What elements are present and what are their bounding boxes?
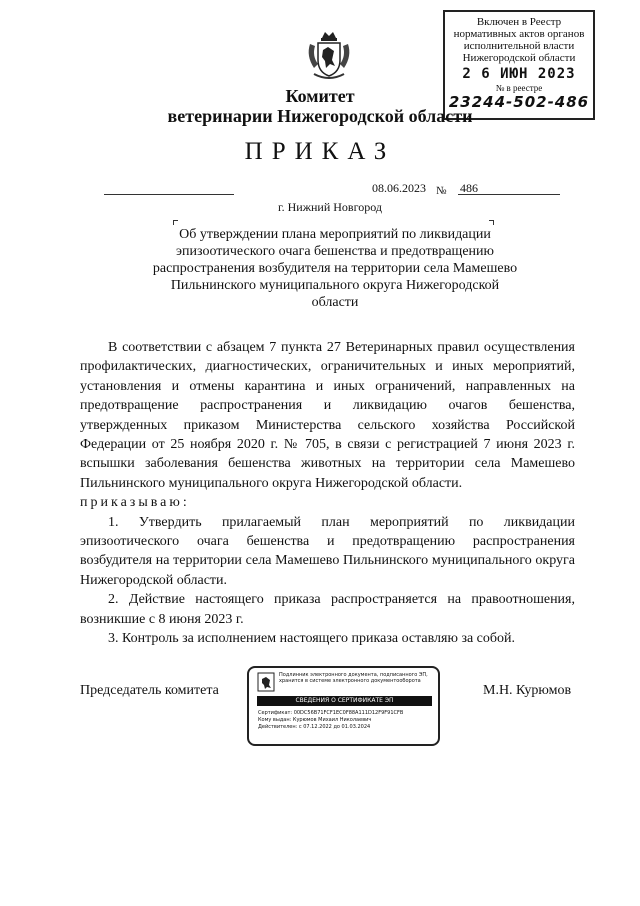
- signatory-name: М.Н. Курюмов: [483, 683, 572, 698]
- city-line: г. Нижний Новгород: [278, 200, 382, 214]
- order-item-3: 3. Контроль за исполнением настоящего приказа оставляю за собой.: [108, 631, 516, 647]
- stamp-line-1: Включен в Реестр: [476, 16, 562, 28]
- order-word: приказываю:: [80, 495, 190, 511]
- order-number: 486: [460, 181, 478, 195]
- date-underline-left: [104, 194, 234, 195]
- subject-corner-right: [489, 220, 494, 225]
- preamble-paragraph: В соответствии с абзацем 7 пункта 27 Ветеринарных правил осуществления профилактических, диагностических, ограничительных и иных мероприятий, установления и отмены карантина и иных ограничений, направленных на предотвращение распространения и ликвидацию очагов бешенства, утвержденных приказом Министерства сельского хозяйства Российской Федерации от 25 ноября 2020 г. № 705, в связи с регистрацией 7 июня 2023 г. вспышки заболевания бешенства животных на территории села Мамешево Пильнинского муниципального округа Нижегородской области.: [80, 340, 575, 491]
- order-body: [80, 338, 575, 649]
- number-underline: [458, 194, 560, 195]
- esign-certificate: Сертификат: 00DC56B71FCF1EC0F88A111D12F9F91CFB: [258, 710, 404, 716]
- stamp-line-2: нормативных актов органов: [453, 28, 585, 40]
- stamp-line-3: исполнительной власти: [463, 40, 575, 52]
- esign-issued-to: Кому выдан: Курюмов Михаил Николаевич: [258, 717, 372, 723]
- document-title: ПРИКАЗ: [244, 138, 396, 165]
- esign-caption: Подлинник электронного документа, подписанного ЭП, хранится в системе электронного документооборота: [279, 672, 428, 684]
- order-subject: Об утверждении плана мероприятий по ликвидации эпизоотического очага бешенства и предотвращению распространения возбудителя на территории села Мамешево Пильнинского муниципального округа Нижегородской области: [152, 227, 518, 310]
- organization-line-2: ветеринарии Нижегородской области: [167, 106, 473, 126]
- stamp-date: 2 6 ИЮН 2023: [462, 66, 576, 82]
- number-sign: №: [436, 185, 447, 197]
- electronic-signature-block: [247, 666, 440, 746]
- signatory-position: Председатель комитета: [80, 683, 219, 698]
- organization-line-1: Комитет: [285, 86, 355, 106]
- stamp-registry-label: № в реестре: [495, 83, 543, 93]
- esign-header: СВЕДЕНИЯ О СЕРТИФИКАТЕ ЭП: [257, 696, 432, 706]
- esign-emblem-icon: [257, 672, 275, 692]
- stamp-registry-number: 23244-502-486: [448, 93, 590, 111]
- order-item-1: 1. Утвердить прилагаемый план мероприятий по ликвидации эпизоотического очага бешенства и предотвращению распространения возбудителя на территории села Мамешево Пильнинского муниципального округа Нижегородской области.: [80, 514, 575, 588]
- coat-of-arms-emblem: [304, 30, 354, 84]
- order-item-2: 2. Действие настоящего приказа распространяется на правоотношения, возникшие с 8 июня 2023 г.: [80, 592, 575, 627]
- esign-validity: Действителен: с 07.12.2022 до 01.03.2024: [258, 724, 371, 730]
- stamp-line-4: Нижегородской области: [462, 52, 576, 64]
- order-date: 08.06.2023: [372, 181, 426, 195]
- organization-heading: [0, 86, 640, 126]
- esign-details: [258, 710, 403, 731]
- subject-corner-left: [173, 220, 178, 225]
